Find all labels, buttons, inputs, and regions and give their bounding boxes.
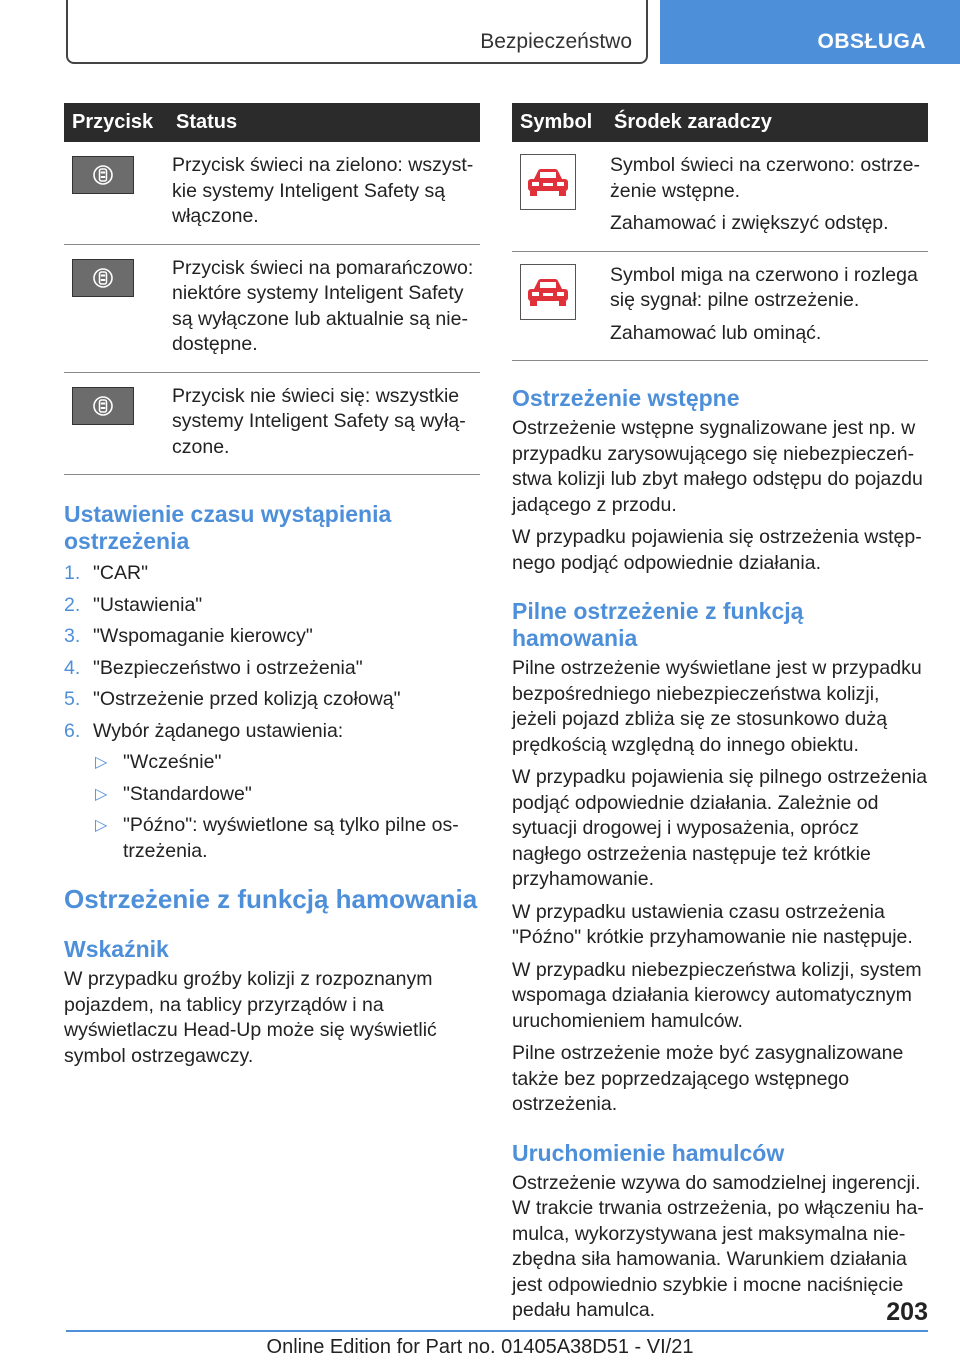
paragraph: W przypadku pojawienia się pilnego ostrzeżenia podjąć odpowiednie działania. Zależnie od sytuacji drogowej i wyposażenia, oprócz nagłego ostrzeżenia następuje też krótkie przyhamowanie. [512, 766, 928, 890]
list-item [64, 561, 480, 587]
pre-warning-section [512, 385, 928, 576]
header-chapter-title: OBSŁUGA [817, 30, 926, 53]
column-header-remedy: Środek zaradczy [606, 103, 928, 142]
timing-steps [64, 561, 480, 864]
safety-button-icon [72, 156, 134, 194]
step-number: 6. [64, 719, 81, 742]
braking-section [64, 884, 480, 1069]
list-item [93, 813, 480, 864]
urgent-warning-heading: Pilne ostrzeżenie z funkcją hamowania [512, 598, 804, 651]
remedy-text: Zahamować lub ominąć. [610, 321, 822, 344]
remedy-text: Symbol świeci na czerwono: ostrzeżenie wstępne. [610, 154, 920, 202]
remedy-text: Zahamować i zwiększyć odstęp. [610, 212, 889, 234]
option-text: "Standardowe" [123, 782, 252, 805]
header-chapter-tab [660, 0, 960, 64]
status-text: Przycisk świeci na zielono: wszystkie systemy Inteligent Safety są włączone. [168, 142, 480, 244]
step-number: 1. [64, 562, 81, 584]
timing-heading: Ustawienie czasu wystąpienia ostrzeżenia [64, 501, 392, 554]
footer-divider [66, 1330, 928, 1332]
footer-edition: Online Edition for Part no. 01405A38D51 - VI/21 [266, 1336, 694, 1358]
option-text: "Wcześnie" [123, 751, 222, 773]
table-row [512, 251, 928, 361]
status-table-header [64, 103, 480, 142]
paragraph: Pilne ostrzeżenie może być zasygnalizowane także bez poprzedzającego wstępnego ostrzeżenia. [512, 1042, 904, 1115]
triangle-bullet-icon: ▷ [95, 785, 108, 803]
header-section-title: Bezpieczeństwo [480, 30, 632, 53]
triangle-bullet-icon: ▷ [95, 817, 108, 834]
paragraph: W przypadku pojawienia się ostrzeżenia wstępnego podjąć odpowiednie działania. [512, 526, 922, 574]
braking-heading: Ostrzeżenie z funkcją hamowania [64, 884, 478, 914]
paragraph: Pilne ostrzeżenie wyświetlane jest w przypadku bezpośredniego niebezpieczeństwa kolizji, jeżeli pojazd zbliża się ze stosunkowo dużą prędkością względną do innego obiektu. [512, 657, 922, 756]
step-text: Wybór żądanego ustawienia: [93, 719, 344, 742]
triangle-bullet-icon: ▷ [95, 754, 108, 771]
column-header-button: Przycisk [64, 103, 168, 142]
page-number: 203 [886, 1298, 928, 1326]
brake-activation-heading: Uruchomienie hamulców [512, 1139, 785, 1166]
step-number: 3. [64, 625, 81, 647]
timing-section [64, 501, 480, 864]
step-number: 2. [64, 593, 81, 616]
symbol-table-header [512, 103, 928, 142]
column-header-status: Status [168, 103, 480, 142]
step-text: "CAR" [93, 562, 149, 584]
list-item [64, 593, 480, 619]
paragraph: W przypadku ustawienia czasu ostrzeżenia "Późno" krótkie przyhamowanie nie następuje. [512, 900, 913, 948]
paragraph: Ostrzeżenie wzywa do samodzielnej ingerencji. W trakcie trwania ostrzeżenia, po włączeniu hamulca, wykorzystywana jest maksymalna niezbędna siła hamowania. Warunkiem działania jest odpowiednio szybkie i mocne naciśnięcie pedału hamulca. [512, 1171, 924, 1321]
table-row [64, 244, 480, 372]
list-item [64, 687, 480, 713]
table-row [64, 372, 480, 475]
status-text: Przycisk świeci na pomarańczowo: niektóre systemy Inteligent Safety są wyłączone lub aktualnie są niedostępne. [168, 244, 480, 372]
list-item [64, 624, 480, 650]
indicator-heading: Wskaźnik [64, 936, 169, 962]
header-section-box [66, 0, 648, 64]
safety-button-icon [72, 387, 134, 425]
left-column [64, 103, 480, 1069]
symbol-table [512, 103, 928, 361]
step-text: "Bezpieczeństwo i ostrzeżenia" [93, 656, 363, 679]
red-car-warning-icon [520, 264, 576, 320]
step-text: "Ustawienia" [93, 593, 203, 616]
table-row [64, 142, 480, 244]
list-item [64, 719, 480, 865]
list-item [64, 656, 480, 682]
pre-warning-heading: Ostrzeżenie wstępne [512, 385, 740, 411]
step-number: 5. [64, 688, 81, 710]
column-header-symbol: Symbol [512, 103, 606, 142]
step-text: "Wspomaganie kierowcy" [93, 625, 313, 647]
timing-options [93, 750, 480, 864]
status-text: Przycisk nie świeci się: wszystkie systemy Inteligent Safety są wyłączone. [168, 372, 480, 475]
list-item [93, 750, 480, 776]
urgent-warning-section [512, 598, 928, 1118]
paragraph: Ostrzeżenie wstępne sygnalizowane jest np. w przypadku zarysowującego się niebezpieczeństwa kolizji lub zbyt małego odstępu do pojazdu jadącego z przodu. [512, 417, 923, 516]
option-text: "Późno": wyświetlone są tylko pilne ostrzeżenia. [123, 814, 459, 862]
red-car-warning-icon [520, 154, 576, 210]
status-table [64, 103, 480, 475]
safety-button-icon [72, 259, 134, 297]
table-row [512, 142, 928, 251]
brake-activation-section [512, 1140, 928, 1324]
indicator-text: W przypadku groźby kolizji z rozpoznanym pojazdem, na tablicy przyrządów i na wyświetlaczu Head-Up może się wyświetlić symbol ostrzegawczy. [64, 968, 437, 1067]
right-column [512, 103, 928, 1324]
paragraph: W przypadku niebezpieczeństwa kolizji, system wspomaga działania kierowcy automatycznym uruchomieniem hamulców. [512, 958, 922, 1032]
step-text: "Ostrzeżenie przed kolizją czołową" [93, 688, 401, 710]
step-number: 4. [64, 656, 81, 679]
remedy-text: Symbol miga na czerwono i rozlega się sygnał: pilne ostrzeżenie. [610, 263, 918, 311]
list-item [93, 782, 480, 808]
